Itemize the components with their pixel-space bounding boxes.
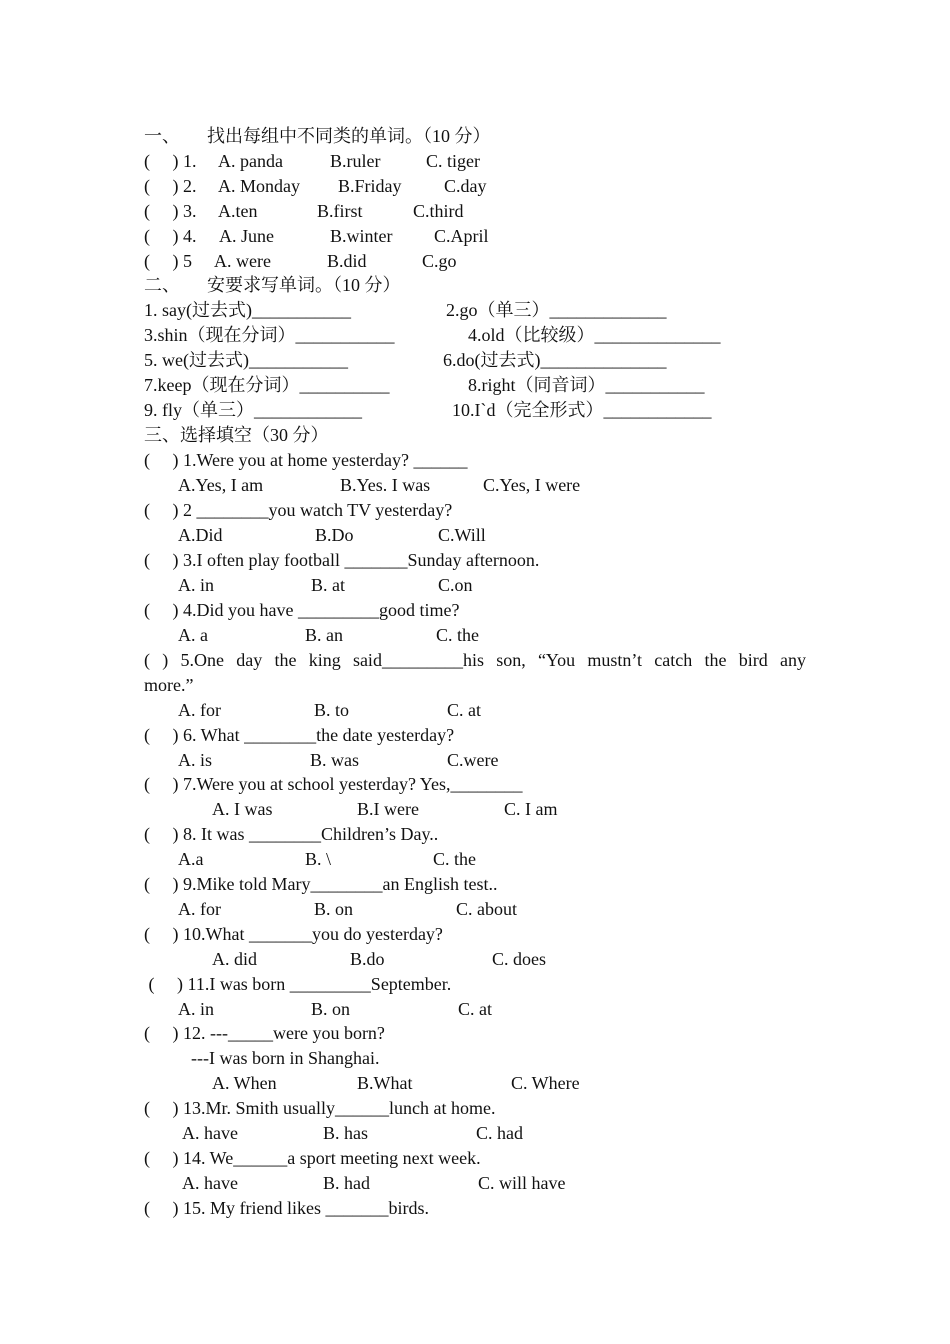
s3-q12-option-b: B.What: [357, 1073, 413, 1093]
s2-word-3: 3.shin（现在分词）___________: [144, 325, 395, 345]
s3-q8-stem: ( ) 8. It was ________Children’s Day..: [144, 824, 439, 844]
s1-q5-option-c: C.go: [422, 251, 457, 271]
s3-q5-stem-line2: more.”: [144, 675, 194, 695]
s1-q1-option-c: C. tiger: [426, 151, 480, 171]
s1-q4-option-b: B.winter: [330, 226, 393, 246]
s1-q2-option-a: A. Monday: [218, 176, 300, 196]
s1-q5-option-a: A. were: [214, 251, 271, 271]
s1-q4-number: ( ) 4.: [144, 226, 197, 246]
s2-word-7: 7.keep（现在分词）__________: [144, 375, 390, 395]
s3-q3-option-a: A. in: [178, 575, 214, 595]
s1-q1-number: ( ) 1.: [144, 151, 197, 171]
s3-q5-option-c: C. at: [447, 700, 481, 720]
s3-q11-option-a: A. in: [178, 999, 214, 1019]
s2-word-5: 5. we(过去式)___________: [144, 350, 348, 370]
s3-q9-stem: ( ) 9.Mike told Mary________an English test..: [144, 874, 498, 894]
s3-q9-option-c: C. about: [456, 899, 517, 919]
s3-q8-option-b: B. \: [305, 849, 332, 869]
s3-q12-answer-line: ---I was born in Shanghai.: [191, 1048, 380, 1068]
s3-q7-option-b: B.I were: [357, 799, 419, 819]
s1-q1-option-a: A. panda: [218, 151, 283, 171]
s2-word-6: 6.do(过去式)______________: [443, 350, 667, 370]
s3-q14-option-a: A. have: [182, 1173, 238, 1193]
s3-q8-option-c: C. the: [433, 849, 476, 869]
s1-q3-option-b: B.first: [317, 201, 363, 221]
section1-heading: 一、 找出每组中不同类的单词。（10 分）: [144, 126, 491, 146]
s3-q12-stem: ( ) 12. ---_____were you born?: [144, 1023, 385, 1043]
s3-q13-option-b: B. has: [323, 1123, 368, 1143]
s1-q4-option-a: A. June: [219, 226, 274, 246]
s3-q3-option-b: B. at: [311, 575, 345, 595]
s3-q2-option-b: B.Do: [315, 525, 354, 545]
s3-q4-option-a: A. a: [178, 625, 208, 645]
s3-q13-option-c: C. had: [476, 1123, 523, 1143]
s3-q1-option-b: B.Yes. I was: [340, 475, 431, 495]
s3-q5-stem-line1: ( ) 5.One day the king said_________his son, “You mustn’t catch the bird any: [144, 650, 806, 670]
s1-q3-number: ( ) 3.: [144, 201, 197, 221]
s3-q4-option-b: B. an: [305, 625, 343, 645]
s3-q6-option-b: B. was: [310, 750, 359, 770]
s3-q6-option-c: C.were: [447, 750, 499, 770]
s3-q4-stem: ( ) 4.Did you have _________good time?: [144, 600, 460, 620]
section3-heading: 三、选择填空（30 分）: [144, 425, 329, 445]
s3-q6-stem: ( ) 6. What ________the date yesterday?: [144, 725, 455, 745]
s1-q5-option-b: B.did: [327, 251, 367, 271]
s3-q7-option-a: A. I was: [212, 799, 273, 819]
s3-q14-option-c: C. will have: [478, 1173, 566, 1193]
s3-q9-option-a: A. for: [178, 899, 221, 919]
s3-q7-stem: ( ) 7.Were you at school yesterday? Yes,________: [144, 774, 523, 794]
s3-q10-stem: ( ) 10.What _______you do yesterday?: [144, 924, 443, 944]
s3-q10-option-b: B.do: [350, 949, 385, 969]
s1-q3-option-a: A.ten: [218, 201, 258, 221]
s3-q11-option-b: B. on: [311, 999, 351, 1019]
s3-q12-option-c: C. Where: [511, 1073, 580, 1093]
s3-q4-option-c: C. the: [436, 625, 479, 645]
s1-q2-option-b: B.Friday: [338, 176, 402, 196]
s3-q5-option-a: A. for: [178, 700, 221, 720]
s3-q2-option-c: C.Will: [438, 525, 486, 545]
section2-heading: 二、 安要求写单词。（10 分）: [144, 275, 401, 295]
s3-q12-option-a: A. When: [212, 1073, 277, 1093]
s3-q2-option-a: A.Did: [178, 525, 223, 545]
s3-q1-stem: ( ) 1.Were you at home yesterday? ______: [144, 450, 468, 470]
s3-q3-stem: ( ) 3.I often play football _______Sunday afternoon.: [144, 550, 540, 570]
s3-q14-stem: ( ) 14. We______a sport meeting next week.: [144, 1148, 481, 1168]
s3-q3-option-c: C.on: [438, 575, 473, 595]
s2-word-8: 8.right（同音词）___________: [468, 375, 705, 395]
s1-q3-option-c: C.third: [413, 201, 464, 221]
s3-q13-option-a: A. have: [182, 1123, 238, 1143]
s3-q7-option-c: C. I am: [504, 799, 558, 819]
s1-q1-option-b: B.ruler: [330, 151, 381, 171]
s3-q8-option-a: A.a: [178, 849, 204, 869]
s3-q2-stem: ( ) 2 ________you watch TV yesterday?: [144, 500, 453, 520]
s3-q14-option-b: B. had: [323, 1173, 370, 1193]
s3-q9-option-b: B. on: [314, 899, 354, 919]
s3-q10-option-c: C. does: [492, 949, 546, 969]
s3-q15-stem: ( ) 15. My friend likes _______birds.: [144, 1198, 429, 1218]
s3-q11-stem: ( ) 11.I was born _________September.: [144, 974, 452, 994]
s1-q5-number: ( ) 5: [144, 251, 192, 271]
s1-q2-option-c: C.day: [444, 176, 487, 196]
s2-word-4: 4.old（比较级）______________: [468, 325, 721, 345]
s2-word-1: 1. say(过去式)___________: [144, 300, 351, 320]
s2-word-9: 9. fly（单三）____________: [144, 400, 362, 420]
s3-q13-stem: ( ) 13.Mr. Smith usually______lunch at home.: [144, 1098, 496, 1118]
s3-q1-option-a: A.Yes, I am: [178, 475, 264, 495]
s2-word-2: 2.go（单三）_____________: [446, 300, 667, 320]
s3-q6-option-a: A. is: [178, 750, 213, 770]
s3-q11-option-c: C. at: [458, 999, 492, 1019]
s3-q1-option-c: C.Yes, I were: [483, 475, 581, 495]
s3-q5-option-b: B. to: [314, 700, 350, 720]
s1-q2-number: ( ) 2.: [144, 176, 197, 196]
s2-word-10: 10.I`d（完全形式）____________: [452, 400, 712, 420]
s1-q4-option-c: C.April: [434, 226, 489, 246]
s3-q10-option-a: A. did: [212, 949, 257, 969]
